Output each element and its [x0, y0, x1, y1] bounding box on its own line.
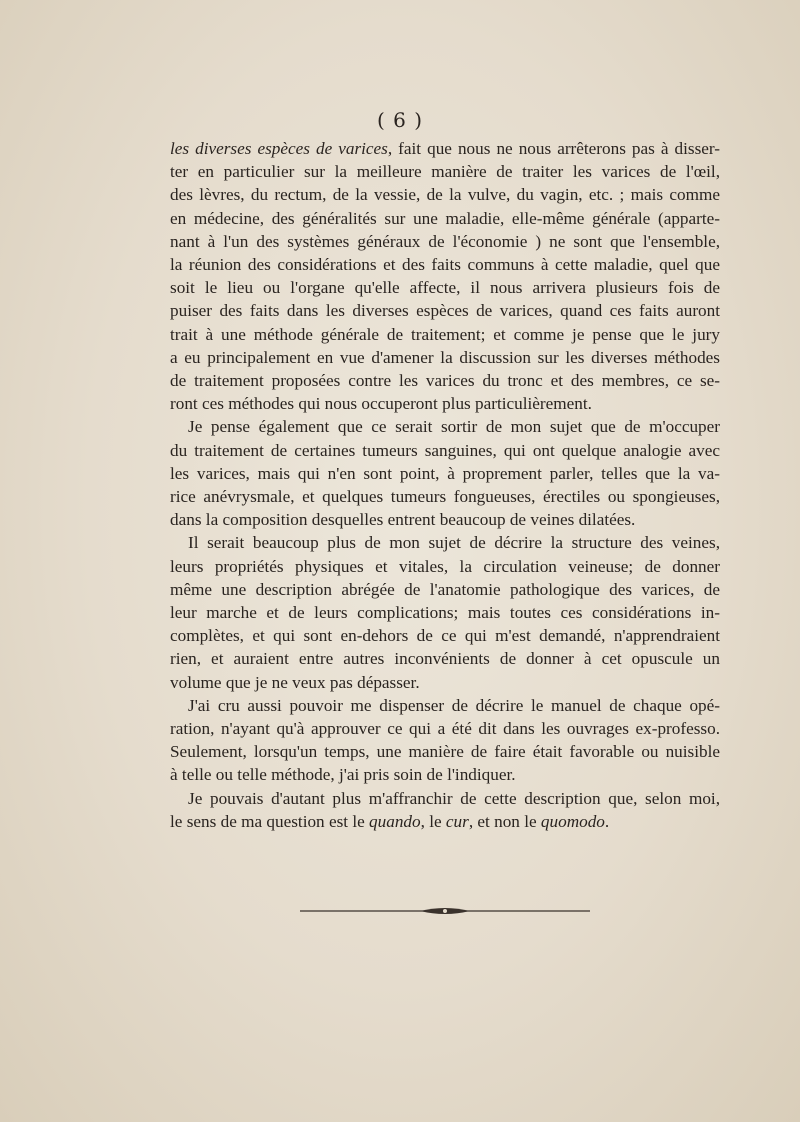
- text-line: [170, 323, 720, 346]
- text-line: [170, 740, 720, 763]
- paragraph: [170, 137, 720, 415]
- text-run: les varices, mais qui n'en sont point, à proprement parler, telles que la va-: [170, 463, 720, 483]
- paragraph: [170, 787, 720, 833]
- text-line: [170, 276, 720, 299]
- text-line: [170, 531, 720, 554]
- text-line: [170, 647, 720, 670]
- text-line: [170, 415, 720, 438]
- text-line: [170, 462, 720, 485]
- text-line: [170, 439, 720, 462]
- text-run: Seulement, lorsqu'un temps, une manière de faire était favorable ou nuisible: [170, 742, 720, 762]
- text-line: [170, 508, 720, 531]
- text-line: [170, 671, 720, 694]
- text-run: leur marche et de leurs complications; mais toutes ces considérations in-: [170, 603, 720, 623]
- text-run: volume que je ne veux pas dépasser.: [170, 672, 420, 692]
- text-run: rice anévrysmale, et quelques tumeurs fongueuses, érectiles ou spongieuses,: [170, 487, 720, 507]
- text-run: ter en particulier sur la meilleure manière de traiter les varices de l'œil,: [170, 162, 720, 182]
- text-run: , et non le: [468, 811, 541, 831]
- text-line: [170, 160, 720, 183]
- text-run: ration, n'ayant qu'à approuver ce qui a été dit dans les ouvrages ex-professo.: [170, 719, 720, 739]
- text-run: rien, et auraient entre autres inconvénients de donner à cet opuscule un: [170, 649, 720, 669]
- ornamental-divider: [300, 904, 590, 918]
- paragraph: [170, 531, 720, 693]
- text-line: [170, 624, 720, 647]
- text-run: des lèvres, du rectum, de la vessie, de la vulve, du vagin, etc. ; mais comme: [170, 185, 720, 205]
- text-line: [170, 137, 720, 160]
- text-run: puiser des faits dans les diverses espèces de varices, quand ces faits auront: [170, 301, 720, 321]
- text-line: [170, 578, 720, 601]
- text-line: [170, 369, 720, 392]
- text-line: [170, 183, 720, 206]
- text-line: [170, 810, 720, 833]
- text-run: même une description abrégée de l'anatomie pathologique des varices, de: [170, 579, 720, 599]
- text-line: [170, 694, 720, 717]
- text-run: de traitement proposées contre les varices du tronc et des membres, ce se-: [170, 371, 720, 391]
- text-run: .: [604, 811, 610, 831]
- paragraph: [170, 415, 720, 531]
- text-line: [170, 717, 720, 740]
- text-run: J'ai cru aussi pouvoir me dispenser de décrire le manuel de chaque opé-: [188, 695, 720, 715]
- text-line: [170, 230, 720, 253]
- text-run: la réunion des considérations et des faits communs à cette maladie, quel que: [170, 255, 720, 275]
- italic-text: les diverses espèces de varices: [170, 139, 388, 158]
- text-line: [170, 299, 720, 322]
- text-line: [170, 763, 720, 786]
- italic-text: quomodo: [540, 811, 605, 831]
- text-run: , le: [420, 811, 446, 831]
- text-line: [170, 787, 720, 810]
- text-run: trait à une méthode générale de traitement; et comme je pense que le jury: [170, 324, 720, 344]
- text-line: [170, 346, 720, 369]
- text-run: complètes, et qui sont en-dehors de ce qui m'est demandé, n'apprendraient: [170, 626, 720, 646]
- text-run: du traitement de certaines tumeurs sanguines, qui ont quelque analogie avec: [170, 440, 720, 460]
- body-text: [170, 137, 720, 833]
- paragraph: [170, 694, 720, 787]
- text-line: [170, 601, 720, 624]
- text-run: le sens de ma question est le: [170, 811, 370, 831]
- text-line: [170, 207, 720, 230]
- text-line: [170, 555, 720, 578]
- text-run: leurs propriétés physiques et vitales, la circulation veineuse; de donner: [170, 556, 720, 576]
- text-run: a eu principalement en vue d'amener la discussion sur les diverses méthodes: [170, 347, 720, 367]
- italic-text: cur: [445, 811, 469, 831]
- text-run: Je pouvais d'autant plus m'affranchir de cette description que, selon moi,: [188, 788, 720, 808]
- page-number: ( 6 ): [376, 108, 424, 132]
- text-line: [170, 253, 720, 276]
- text-run: soit le lieu ou l'organe qu'elle affecte, il nous arrivera plusieurs fois de: [170, 278, 720, 298]
- text-line: [170, 485, 720, 508]
- text-run: à telle ou telle méthode, j'ai pris soin de l'indiquer.: [170, 765, 516, 785]
- text-run: dans la composition desquelles entrent beaucoup de veines dilatées.: [170, 510, 636, 530]
- text-run: , fait que nous ne nous arrêterons pas à disser-: [387, 139, 720, 158]
- text-run: Il serait beaucoup plus de mon sujet de décrire la structure des veines,: [188, 533, 720, 553]
- text-line: [170, 392, 720, 415]
- italic-text: quando: [369, 811, 421, 831]
- text-run: ront ces méthodes qui nous occuperont plus particulièrement.: [170, 394, 592, 414]
- text-run: en médecine, des généralités sur une maladie, elle-même générale (apparte-: [170, 208, 720, 228]
- text-run: nant à l'un des systèmes généraux de l'économie ) ne sont que l'ensemble,: [170, 231, 720, 251]
- text-run: Je pense également que ce serait sortir de mon sujet que de m'occuper: [188, 417, 720, 437]
